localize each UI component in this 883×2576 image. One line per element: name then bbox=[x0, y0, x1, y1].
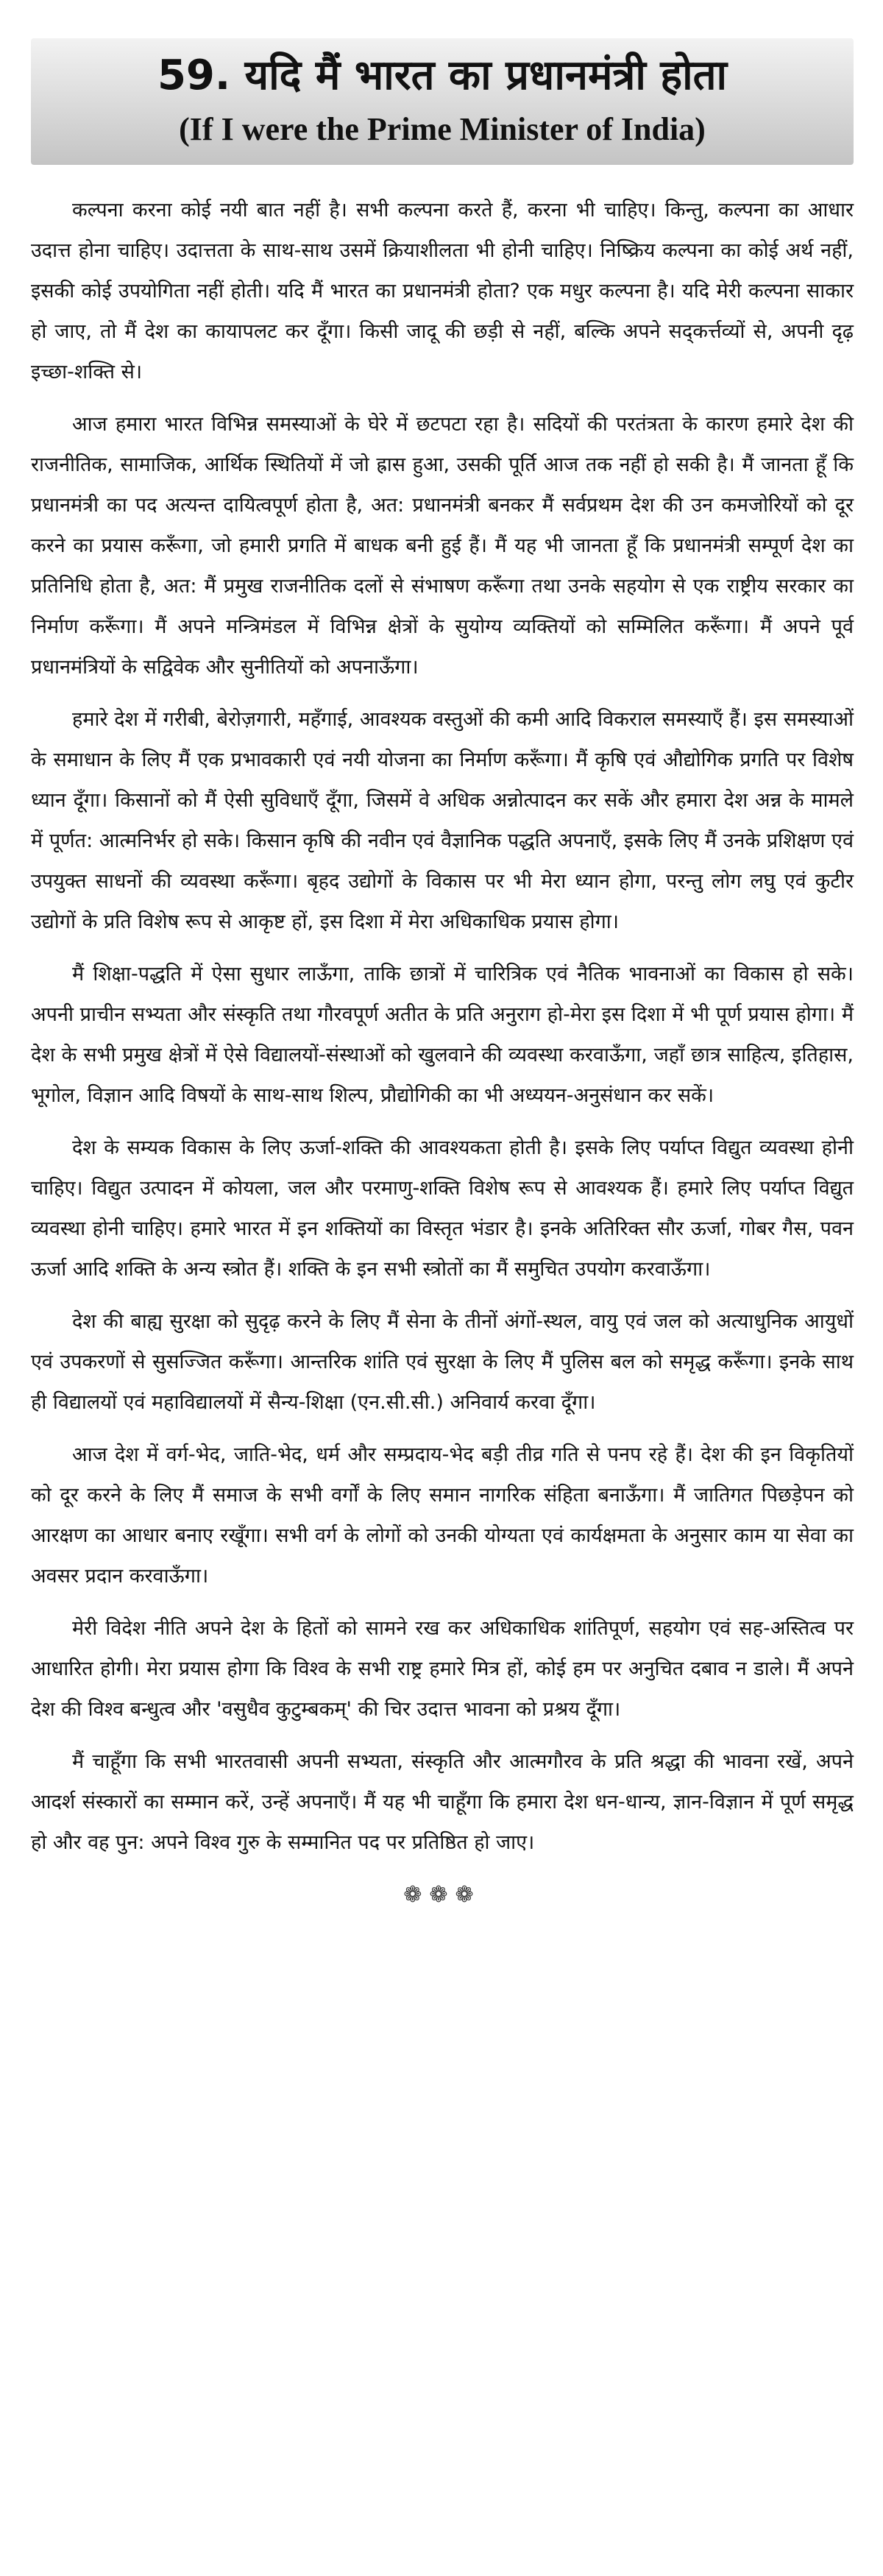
paragraph-3: हमारे देश में गरीबी, बेरोज़गारी, महँगाई, आवश्यक वस्तुओं की कमी आदि विकराल समस्याएँ हैं। इस समस्याओं के समाधान के लिए मैं एक प्रभावकारी एवं नयी योजना का निर्माण करूँगा। मैं कृषि एवं औद्योगिक प्रगति पर विशेष ध्यान दूँगा। किसानों को मैं ऐसी सुविधाएँ दूँगा, जिसमें वे अधिक अन्नोत्पादन कर सकें और हमारा देश अन्न के मामले में पूर्णत: आत्मनिर्भर हो सके। किसान कृषि की नवीन एवं वैज्ञानिक पद्धति अपनाएँ, इसके लिए मैं उनके प्रशिक्षण एवं उपयुक्त साधनों की व्यवस्था करूँगा। बृहद उद्योगों के विकास पर भी मेरा ध्यान होगा, परन्तु लोग लघु एवं कुटीर उद्योगों के प्रति विशेष रूप से आकृष्ट हों, इस दिशा में मेरा अधिकाधिक प्रयास होगा। bbox=[31, 708, 854, 933]
paragraph-5: देश के सम्यक विकास के लिए ऊर्जा-शक्ति की आवश्यकता होती है। इसके लिए पर्याप्त विद्युत व्यवस्था होनी चाहिए। विद्युत उत्पादन में कोयला, जल और परमाणु-शक्ति विशेष रूप से आवश्यक हैं। हमारे लिए पर्याप्त विद्युत व्यवस्था होनी चाहिए। हमारे भारत में इन शक्तियों का विस्तृत भंडार है। इनके अतिरिक्त सौर ऊर्जा, गोबर गैस, पवन ऊर्जा आदि शक्ति के अन्य स्त्रोत हैं। शक्ति के इन सभी स्त्रोतों का मैं समुचित उपयोग करवाऊँगा। bbox=[31, 1136, 854, 1281]
essay-body bbox=[31, 190, 854, 1863]
paragraph-8: मेरी विदेश नीति अपने देश के हितों को सामने रख कर अधिकाधिक शांतिपूर्ण, सहयोग एवं सह-अस्तित्व पर आधारित होगी। मेरा प्रयास होगा कि विश्व के सभी राष्ट्र हमारे मित्र हों, कोई हम पर अनुचित दबाव न डाले। मैं अपने देश की विश्व बन्धुत्व और 'वसुधैव कुटुम्बकम्' की चिर उदात्त भावना को प्रश्रय दूँगा। bbox=[31, 1617, 854, 1721]
paragraph-2: आज हमारा भारत विभिन्न समस्याओं के घेरे में छटपटा रहा है। सदियों की परतंत्रता के कारण हमारे देश की राजनीतिक, सामाजिक, आर्थिक स्थितियों में जो ह्रास हुआ, उसकी पूर्ति आज तक नहीं हो सकी है। मैं जानता हूँ कि प्रधानमंत्री का पद अत्यन्त दायित्वपूर्ण होता है, अत: प्रधानमंत्री बनकर मैं सर्वप्रथम देश की उन कमजोरियों को दूर करने का प्रयास करूँगा, जो हमारी प्रगति में बाधक बनी हुई हैं। मैं यह भी जानता हूँ कि प्रधानमंत्री सम्पूर्ण देश का प्रतिनिधि होता है, अत: मैं प्रमुख राजनीतिक दलों से संभाषण करूँगा तथा उनके सहयोग से एक राष्ट्रीय सरकार का निर्माण करूँगा। मैं अपने मन्त्रिमंडल में विभिन्न क्षेत्रों के सुयोग्य व्यक्तियों को सम्मिलित करूँगा। मैं अपने पूर्व प्रधानमंत्रियों के सद्विवेक और सुनीतियों को अपनाऊँगा। bbox=[31, 413, 854, 679]
essay-title-hindi: 59. यदि मैं भारत का प्रधानमंत्री होता bbox=[157, 52, 728, 99]
flower-ornament-icon: ❁❁❁ bbox=[403, 1882, 481, 1908]
paragraph-4: मैं शिक्षा-पद्धति में ऐसा सुधार लाऊँगा, ताकि छात्रों में चारित्रिक एवं नैतिक भावनाओं का विकास हो सके। अपनी प्राचीन सभ्यता और संस्कृति तथा गौरवपूर्ण अतीत के प्रति अनुराग हो-मेरा इस दिशा में भी पूर्ण प्रयास होगा। मैं देश के सभी प्रमुख क्षेत्रों में ऐसे विद्यालयों-संस्थाओं को खुलवाने की व्यवस्था करवाऊँगा, जहाँ छात्र साहित्य, इतिहास, भूगोल, विज्ञान आदि विषयों के साथ-साथ शिल्प, प्रौद्योगिकी का भी अध्ययन-अनुसंधान कर सकें। bbox=[31, 963, 854, 1107]
essay-title-english: (If I were the Prime Minister of India) bbox=[179, 111, 706, 147]
document-page bbox=[0, 38, 883, 2576]
paragraph-7: आज देश में वर्ग-भेद, जाति-भेद, धर्म और सम्प्रदाय-भेद बड़ी तीव्र गति से पनप रहे हैं। देश की इन विकृतियों को दूर करने के लिए मैं समाज के सभी वर्गों के लिए समान नागरिक संहिता बनाऊँगा। मैं जातिगत पिछड़ेपन को आरक्षण का आधार बनाए रखूँगा। सभी वर्ग के लोगों को उनकी योग्यता एवं कार्यक्षमता के अनुसार काम या सेवा का अवसर प्रदान करवाऊँगा। bbox=[31, 1443, 854, 1588]
paragraph-1: कल्पना करना कोई नयी बात नहीं है। सभी कल्पना करते हैं, करना भी चाहिए। किन्तु, कल्पना का आधार उदात्त होना चाहिए। उदात्तता के साथ-साथ उसमें क्रियाशीलता भी होनी चाहिए। निष्क्रिय कल्पना का कोई अर्थ नहीं, इसकी कोई उपयोगिता नहीं होती। यदि मैं भारत का प्रधानमंत्री होता? एक मधुर कल्पना है। यदि मेरी कल्पना साकार हो जाए, तो मैं देश का कायापलट कर दूँगा। किसी जादू की छड़ी से नहीं, बल्कि अपने सद्कर्त्तव्यों से, अपनी दृढ़ इच्छा-शक्ति से। bbox=[31, 199, 854, 383]
paragraph-9: मैं चाहूँगा कि सभी भारतवासी अपनी सभ्यता, संस्कृति और आत्मगौरव के प्रति श्रद्धा की भावना रखें, अपने आदर्श संस्कारों का सम्मान करें, उन्हें अपनाएँ। मैं यह भी चाहूँगा कि हमारा देश धन-धान्य, ज्ञान-विज्ञान में पूर्ण समृद्ध हो और वह पुन: अपने विश्व गुरु के सम्मानित पद पर प्रतिष्ठित हो जाए। bbox=[31, 1750, 854, 1854]
paragraph-6: देश की बाह्य सुरक्षा को सुदृढ़ करने के लिए मैं सेना के तीनों अंगों-स्थल, वायु एवं जल को अत्याधुनिक आयुधों एवं उपकरणों से सुसज्जित करूँगा। आन्तरिक शांति एवं सुरक्षा के लिए मैं पुलिस बल को समृद्ध करूँगा। इनके साथ ही विद्यालयों एवं महाविद्यालयों में सैन्य-शिक्षा (एन.सी.सी.) अनिवार्य करवा दूँगा। bbox=[31, 1310, 854, 1414]
title-banner bbox=[31, 38, 854, 165]
